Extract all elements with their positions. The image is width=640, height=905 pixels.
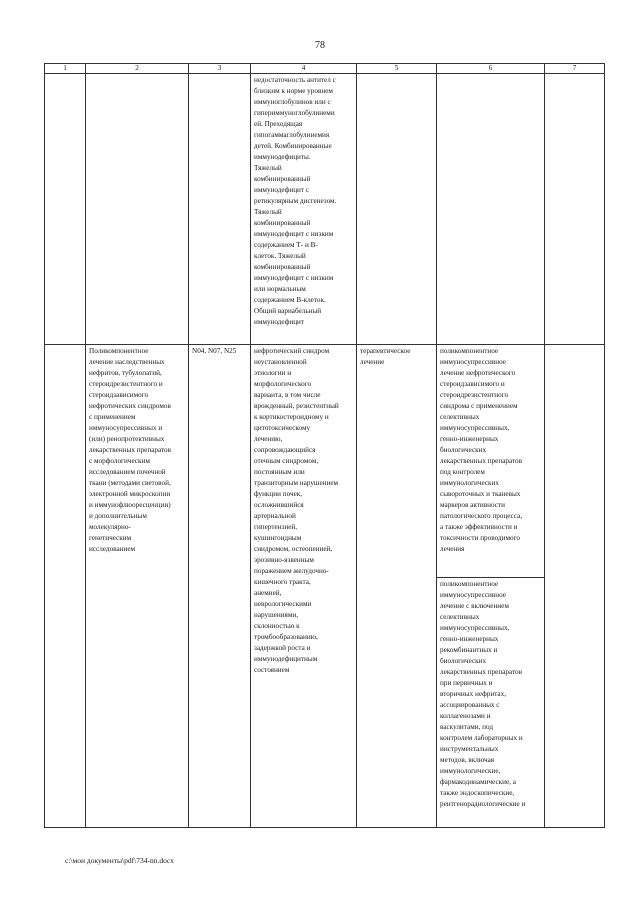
table-row-continuation — [45, 74, 605, 345]
footer-file-path: c:\мои документы\pdf\734-nn.docx — [65, 856, 174, 865]
cell-empty — [86, 74, 189, 345]
column-header-3: 3 — [189, 64, 251, 74]
patient-model-cell: нефротический синдром неустановленной этиологии и морфологического варианта, в том числе врожденный, резистентный к кортикостероидному и цитотоксическому лечению, сопровождающийся отечным синдромом, постоянным или транзиторным нарушением функции почек, осложнившийся артериальной гипертензией, кушингоидным синдромом, остеопенией, эрозивно-язвенным поражением желудочно- кишечного тракта, анемией, неврологическими нарушениями, склонностью к тромбообразованию, задержкой роста и иммунодефицитным состоянием — [251, 345, 357, 828]
column-header-6: 6 — [437, 64, 545, 74]
treatment-name-cell: Поликомпонентное лечение наследственных нефритов, тубулопатий, стероидрезистентного и стероидзависимого нефротических синдромов с применением иммуносупрессивных и (или) ренопротективных лекарственных препаратов с морфологическим исследованием почечной ткани (методами световой, электронной микроскопии и иммунофлюоресценции) и дополнительным молекулярно- генетическим исследованием — [86, 345, 189, 828]
cell-empty — [45, 74, 86, 345]
cell-empty — [545, 74, 605, 345]
icd-codes-cell: N04, N07, N25 — [189, 345, 251, 828]
table-row-main-a — [45, 345, 605, 578]
treatment-type-cell: терапевтическое лечение — [357, 345, 437, 828]
column-header-5: 5 — [357, 64, 437, 74]
cell-empty — [545, 345, 605, 828]
column-header-1: 1 — [45, 64, 86, 74]
header-row — [45, 64, 605, 74]
cell-empty — [45, 345, 86, 828]
cell-empty — [189, 74, 251, 345]
cell-empty — [357, 74, 437, 345]
treatment-method-cell-b: поликомпонентное иммуносупрессивное лечение с включением селективных иммуносупрессивных, генно-инженерных рекомбинантных и биологических лекарственных препаратов при первичных и вторичных нефритах, ассоциированных с коллагенозами и васкулитами, под контролем лабораторных и инструментальных методов, включая иммунологические, фармакодинамические, а также эндоскопические, рентгенорадиологические и — [437, 578, 545, 828]
treatment-method-cell-a: поликомпонентное иммуносупрессивное лечение нефротического стероидзависимого и стероидрезистентного синдрома с применением селективных иммуносупрессивных, генно-инженерных биологических лекарственных препаратов под контролем иммунологических сывороточных и тканевых маркеров активности патологического процесса, а также эффективности и токсичности проводимого лечения — [437, 345, 545, 578]
diagnosis-cell: недостаточность антител с близким к норме уровнем иммуноглобулинов или с гипериммуноглобулинеми ей. Преходящая гипогаммаглобулинемия детей. Комбинированные иммунодефициты. Тяжелый комбинированный иммунодефицит с ретикулярным дисгенезом. Тяжелый комбинированный иммунодефицит с низким содержанием Т- и В- клеток. Тяжелый комбинированный иммунодефицит с низким или нормальным содержанием В-клеток. Общий вариабельный иммунодефицит — [251, 74, 357, 345]
page-number: 78 — [315, 40, 325, 51]
cell-empty — [437, 74, 545, 345]
services-table — [44, 63, 605, 828]
column-header-2: 2 — [86, 64, 189, 74]
column-header-4: 4 — [251, 64, 357, 74]
column-header-7: 7 — [545, 64, 605, 74]
